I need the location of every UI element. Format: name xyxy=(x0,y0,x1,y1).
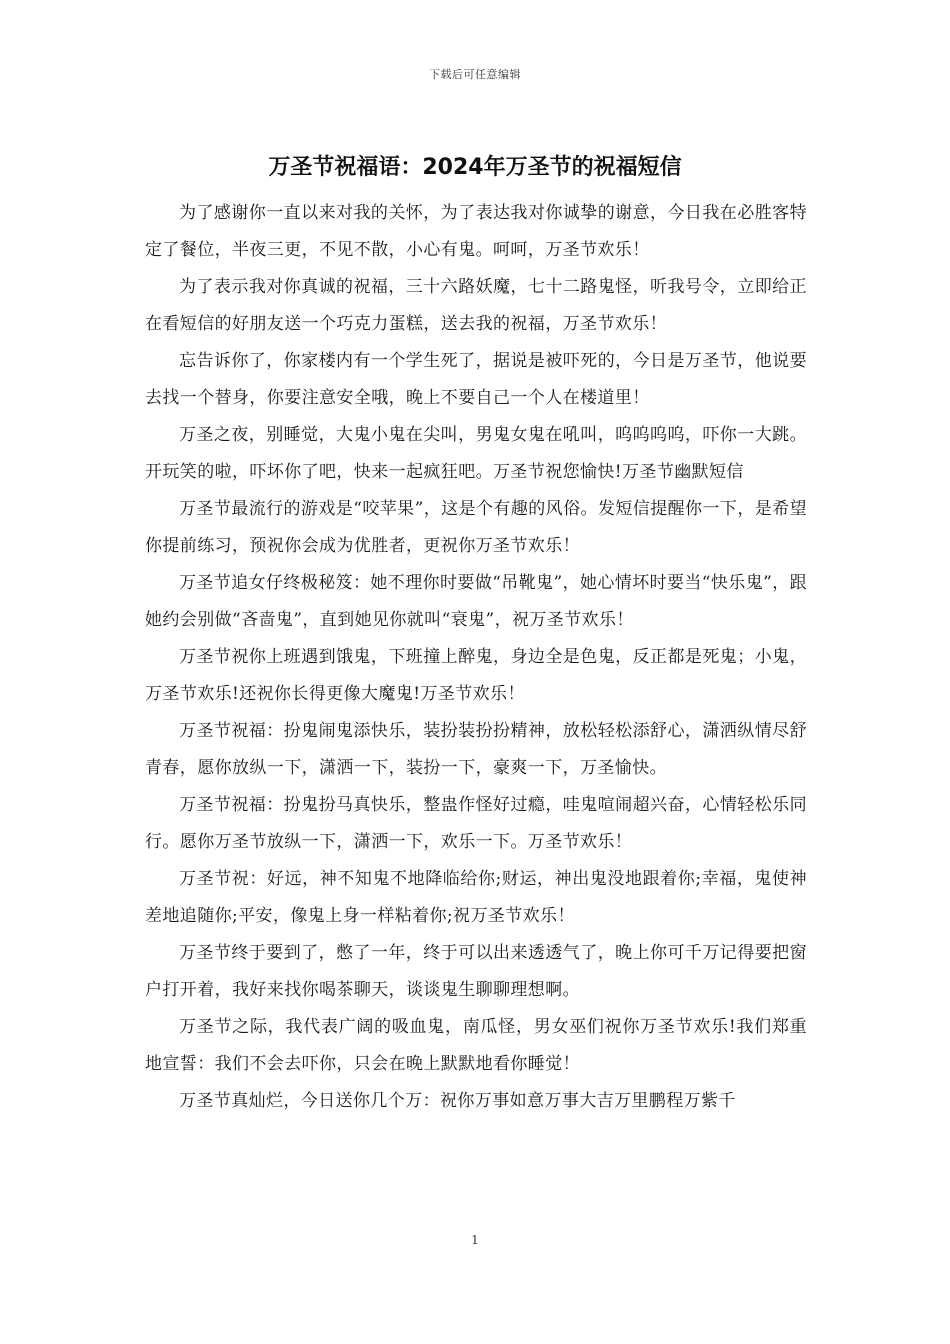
paragraph: 万圣之夜，别睡觉，大鬼小鬼在尖叫，男鬼女鬼在吼叫，呜呜呜呜，吓你一大跳。开玩笑的啦，吓坏你了吧，快来一起疯狂吧。万圣节祝您愉快!万圣节幽默短信 xyxy=(145,425,807,482)
paragraph: 忘告诉你了，你家楼内有一个学生死了，据说是被吓死的，今日是万圣节，他说要去找一个替身，你要注意安全哦，晚上不要自己一个人在楼道里！ xyxy=(145,351,807,408)
paragraph: 为了感谢你一直以来对我的关怀，为了表达我对你诚挚的谢意，今日我在必胜客特定了餐位，半夜三更，不见不散，小心有鬼。呵呵，万圣节欢乐！ xyxy=(145,203,807,260)
header-note: 下载后可任意编辑 xyxy=(429,68,521,81)
paragraph: 万圣节祝你上班遇到饿鬼，下班撞上醉鬼，身边全是色鬼，反正都是死鬼；小鬼，万圣节欢乐!还祝你长得更像大魔鬼!万圣节欢乐！ xyxy=(145,647,807,704)
paragraph: 万圣节祝福：扮鬼闹鬼添快乐，装扮装扮扮精神，放松轻松添舒心，潇洒纵情尽舒青春，愿你放纵一下，潇洒一下，装扮一下，豪爽一下，万圣愉快。 xyxy=(145,721,807,778)
page-number: 1 xyxy=(471,1233,479,1247)
paragraph: 万圣节终于要到了，憋了一年，终于可以出来透透气了，晚上你可千万记得要把窗户打开着，我好来找你喝茶聊天，谈谈鬼生聊聊理想啊。 xyxy=(145,943,807,1000)
paragraph: 万圣节真灿烂，今日送你几个万：祝你万事如意万事大吉万里鹏程万紫千 xyxy=(179,1091,736,1111)
document-body xyxy=(145,195,807,1120)
paragraph: 万圣节祝福：扮鬼扮马真快乐，整蛊作怪好过瘾，哇鬼喧闹超兴奋，心情轻松乐同行。愿你万圣节放纵一下，潇洒一下，欢乐一下。万圣节欢乐！ xyxy=(145,795,807,852)
document-title: 万圣节祝福语：2024年万圣节的祝福短信 xyxy=(268,155,682,180)
paragraph: 万圣节之际，我代表广阔的吸血鬼，南瓜怪，男女巫们祝你万圣节欢乐!我们郑重地宣誓：我们不会去吓你，只会在晚上默默地看你睡觉！ xyxy=(145,1017,807,1074)
paragraph: 万圣节祝：好远，神不知鬼不地降临给你;财运，神出鬼没地跟着你;幸福，鬼使神差地追随你;平安，像鬼上身一样粘着你;祝万圣节欢乐！ xyxy=(145,869,807,926)
paragraph: 万圣节最流行的游戏是“咬苹果”，这是个有趣的风俗。发短信提醒你一下，是希望你提前练习，预祝你会成为优胜者，更祝你万圣节欢乐！ xyxy=(145,499,807,556)
paragraph: 为了表示我对你真诚的祝福，三十六路妖魔，七十二路鬼怪，听我号令，立即给正在看短信的好朋友送一个巧克力蛋糕，送去我的祝福，万圣节欢乐！ xyxy=(145,277,807,334)
paragraph: 万圣节追女仔终极秘笈：她不理你时要做“吊靴鬼”，她心情坏时要当“快乐鬼”，跟她约会别做“吝啬鬼”，直到她见你就叫“衰鬼”，祝万圣节欢乐！ xyxy=(145,573,807,630)
